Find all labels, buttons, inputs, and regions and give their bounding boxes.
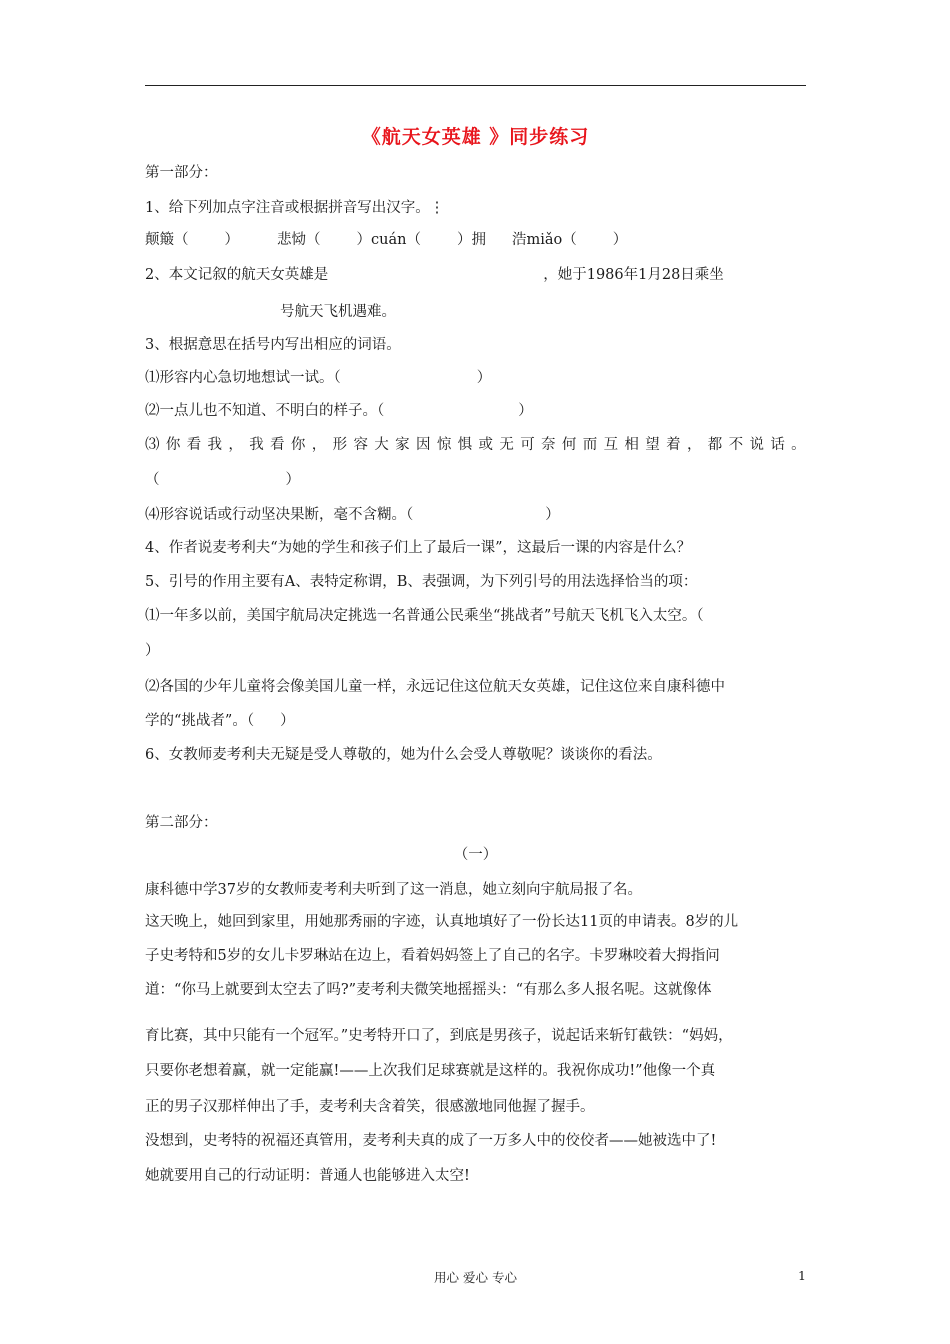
- q3-item-3-char: 大: [374, 437, 389, 453]
- q1-item: 颠簸（: [145, 232, 189, 248]
- page-number: 1: [798, 1268, 806, 1283]
- q3-item-1-text: ⑴形容内心急切地想试一试。（: [145, 370, 341, 386]
- q3-item-1: [145, 368, 491, 388]
- q3-item-3-char: 家: [395, 437, 410, 453]
- q3-item-4: [145, 505, 560, 525]
- question-1: 1、给下列加点字注音或根据拼音写出汉字。⋮: [145, 200, 445, 216]
- q3-item-3-char: 说: [749, 437, 764, 453]
- q3-item-3-char: 相: [624, 437, 639, 453]
- q2-part-a: 2、本文记叙的航天女英雄是: [145, 267, 329, 283]
- q1-item: ）: [224, 232, 239, 248]
- passage-line: 没想到，史考特的祝福还真管用，麦考利夫真的成了一万多人中的佼佼者——她被选中了!: [145, 1133, 717, 1149]
- q5-item-2-paren: ）: [280, 713, 295, 729]
- question-2-cont: 号航天飞机遇难。: [280, 304, 396, 320]
- q3-item-3-char: 看: [270, 437, 285, 453]
- q3-item-3-char: 望: [645, 437, 660, 453]
- q3-item-3-char: 形: [332, 437, 348, 453]
- q5-item-1: ⑴一年多以前，美国宇航局决定挑选一名普通公民乘坐“挑战者”号航天飞机飞入太空。（: [145, 608, 704, 624]
- header-rule: [145, 85, 806, 86]
- q3-item-3-char: ，: [311, 437, 327, 453]
- q1-item: ）拥: [456, 232, 486, 248]
- q3-item-3-char: 或: [478, 437, 493, 453]
- q3-item-3-char: 着: [666, 437, 681, 453]
- q3-item-3-char: 奈: [541, 437, 556, 453]
- q3-item-3-char: ，: [228, 437, 243, 453]
- q5-item-1-close: ）: [145, 643, 160, 659]
- part2-heading: 第二部分：: [145, 815, 218, 831]
- question-6: 6、女教师麦考利夫无疑是受人尊敬的，她为什么会受人尊敬呢？谈谈你的看法。: [145, 747, 662, 763]
- question-1-items: [145, 230, 627, 250]
- q3-item-3-char: 何: [561, 437, 577, 453]
- q3-item-4-paren: ）: [545, 507, 560, 523]
- q3-item-3-char: 容: [353, 437, 368, 453]
- q3-item-3-char: 互: [603, 437, 619, 453]
- passage-line: 康科德中学37岁的女教师麦考利夫听到了这一消息，她立刻向宇航局报了名。: [145, 882, 642, 898]
- q3-item-3-char: 而: [582, 437, 598, 453]
- q3-item-3-open: （: [145, 472, 160, 488]
- q3-item-3-char: 我: [207, 437, 223, 453]
- q1-item: ）cuán（: [356, 232, 421, 248]
- q3-item-3-close: ）: [285, 472, 300, 488]
- passage-line: 正的男子汉那样伸出了手，麦考利夫含着笑，很感激地同他握了握手。: [145, 1099, 595, 1115]
- document-title: 《航天女英雄 》同步练习: [361, 126, 590, 148]
- q3-item-3-char: 可: [520, 437, 535, 453]
- q3-item-1-paren: ）: [476, 370, 492, 386]
- q3-item-3-char: 都: [707, 437, 723, 453]
- footer-motto: 用心 爱心 专心: [434, 1270, 517, 1285]
- q3-item-3-char: 你: [290, 437, 306, 453]
- q3-item-3-answer: [145, 470, 300, 490]
- q3-item-3-char: 话: [770, 437, 785, 453]
- q3-item-3-char: 无: [499, 437, 514, 453]
- q3-item-2: [145, 401, 533, 421]
- q3-item-4-text: ⑷形容说话或行动坚决果断，毫不含糊。（: [145, 507, 414, 523]
- q3-item-3-char: 。: [791, 437, 806, 453]
- passage-line: 这天晚上，她回到家里，用她那秀丽的字迹，认真地填好了一份长达11页的申请表。8岁的儿: [145, 914, 739, 930]
- q5-item-2-text: 学的“挑战者”。（: [145, 713, 255, 729]
- section-marker: （一）: [453, 847, 498, 863]
- question-3: 3、根据意思在括号内写出相应的词语。: [145, 337, 401, 353]
- q5-item-2-cont: [145, 711, 295, 731]
- question-5: 5、引号的作用主要有A、表特定称谓，B、表强调，为下列引号的用法选择恰当的项：: [145, 574, 698, 590]
- q3-item-3-char: ⑶: [145, 437, 160, 453]
- q1-item: 浩miǎo（: [511, 232, 577, 248]
- q1-item: 悲恸（: [277, 232, 321, 248]
- passage-line: 育比赛，其中只能有一个冠军。”史考特开口了，到底是男孩子，说起话来斩钉截铁：“妈妈，: [145, 1028, 733, 1044]
- q3-item-3-char: 惊: [436, 437, 452, 453]
- q3-item-3-char: 不: [728, 437, 744, 453]
- q3-item-3-char: 因: [415, 437, 431, 453]
- q2-part-b: ，她于1986年1月28日乘坐: [543, 267, 724, 283]
- q3-item-2-text: ⑵一点儿也不知道、不明白的样子。（: [145, 403, 385, 419]
- passage-line: 道：“你马上就要到太空去了吗?”麦考利夫微笑地摇摇头：“有那么多人报名呢。这就像体: [145, 982, 712, 998]
- question-4: 4、作者说麦考利夫“为她的学生和孩子们上了最后一课”，这最后一课的内容是什么？: [145, 540, 692, 556]
- q3-item-3-char: 我: [249, 437, 264, 453]
- passage-line: 子史考特和5岁的女儿卡罗琳站在边上，看着妈妈签上了自己的名字。卡罗琳咬着大拇指问: [145, 948, 720, 964]
- question-2: [145, 265, 724, 285]
- q5-item-2: ⑵各国的少年儿童将会像美国儿童一样，永远记住这位航天女英雄，记住这位来自康科德中: [145, 679, 725, 695]
- q3-item-3-char: 看: [186, 437, 202, 453]
- q3-item-3-char: 你: [165, 437, 181, 453]
- passage-line: 只要你老想着赢，就一定能赢!——上次我们足球赛就是这样的。我祝你成功!”他像一个真: [145, 1063, 716, 1079]
- q3-item-3-char: ，: [686, 437, 702, 453]
- part1-heading: 第一部分：: [145, 165, 218, 181]
- q1-item: ）: [612, 232, 628, 248]
- q3-item-3: [145, 435, 806, 455]
- q3-item-2-paren: ）: [518, 403, 533, 419]
- q3-item-3-char: 惧: [457, 437, 473, 453]
- passage-line: 她就要用自己的行动证明：普通人也能够进入太空!: [145, 1168, 470, 1184]
